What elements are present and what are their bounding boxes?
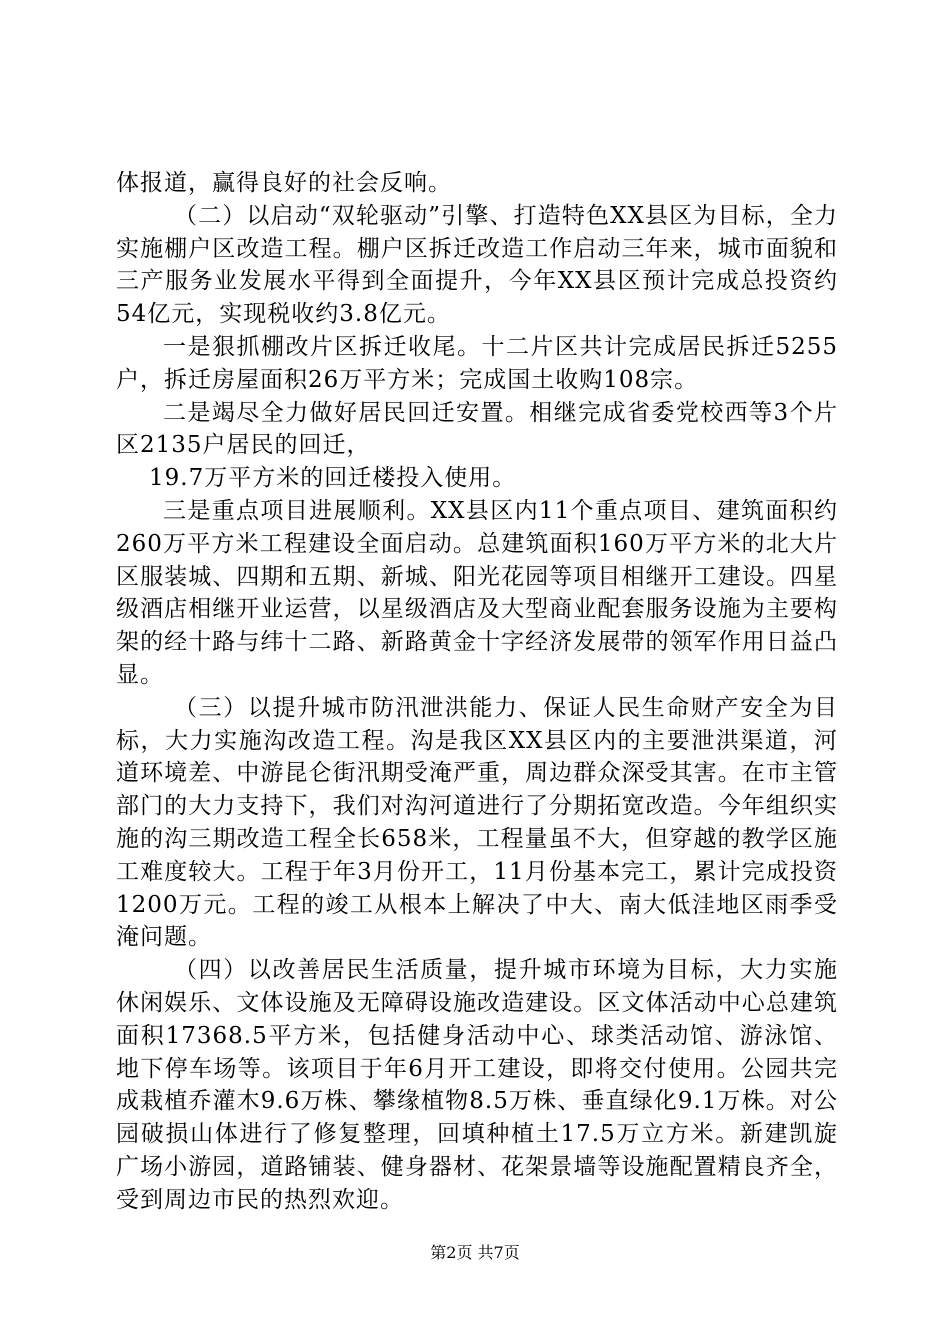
paragraph-item-1: 一是狠抓棚改片区拆迁收尾。十二片区共计完成居民拆迁5255户，拆迁房屋面积26万平方米；完成国土收购108宗。 [116, 333, 838, 393]
paragraph-item-3: 三是重点项目进展顺利。XX县区内11个重点项目、建筑面积约260万平方米工程建设全面启动。总建筑面积160万平方米的北大片区服装城、四期和五期、新城、阳光花园等项目相继开工建设。四星级酒店相继开业运营，以星级酒店及大型商业配套服务设施为主要构架的经十路与纬十二路、新路黄金十字经济发展带的领军作用日益凸显。 [116, 497, 838, 688]
paragraph-section-4: （四）以改善居民生活质量，提升城市环境为目标，大力实施休闲娱乐、文体设施及无障碍设施改造建设。区文体活动中心总建筑面积17368.5平方米，包括健身活动中心、球类活动馆、游泳馆、地下停车场等。该项目于年6月开工建设，即将交付使用。公园共完成栽植乔灌木9.6万株、攀缘植物8.5万株、垂直绿化9.1万株。对公园破损山体进行了修复整理，回填种植土17.5万立方米。新建凯旋广场小游园，道路铺装、健身器材、花架景墙等设施配置精良齐全，受到周边市民的热烈欢迎。 [116, 957, 838, 1213]
body-text [116, 167, 838, 1217]
paragraph-continuation: 体报道，赢得良好的社会反响。 [116, 170, 452, 196]
paragraph-item-2: 二是竭尽全力做好居民回迁安置。相继完成省委党校西等3个片区2135户居民的回迁， [116, 399, 838, 459]
paragraph-section-2: （二）以启动“双轮驱动”引擎、打造特色XX县区为目标，全力实施棚户区改造工程。棚户区拆迁改造工作启动三年来，城市面貌和三产服务业发展水平得到全面提升，今年XX县区预计完成总投资约54亿元，实现税收约3.8亿元。 [116, 202, 838, 328]
paragraph-item-2-continued: 19.7万平方米的回迁楼投入使用。 [149, 465, 517, 492]
paragraph-section-3: （三）以提升城市防汛泄洪能力、保证人民生命财产安全为目标，大力实施沟改造工程。沟是我区XX县区内的主要泄洪渠道，河道环境差、中游昆仑街汛期受淹严重，周边群众深受其害。在市主管部门的大力支持下，我们对沟河道进行了分期拓宽改造。今年组织实施的沟三期改造工程全长658米，工程量虽不大，但穿越的教学区施工难度较大。工程于年3月份开工，11月份基本完工，累计完成投资1200万元。工程的竣工从根本上解决了中大、南大低洼地区雨季受淹问题。 [116, 694, 838, 951]
page-number-footer: 第2页 共7页 [430, 1243, 520, 1262]
